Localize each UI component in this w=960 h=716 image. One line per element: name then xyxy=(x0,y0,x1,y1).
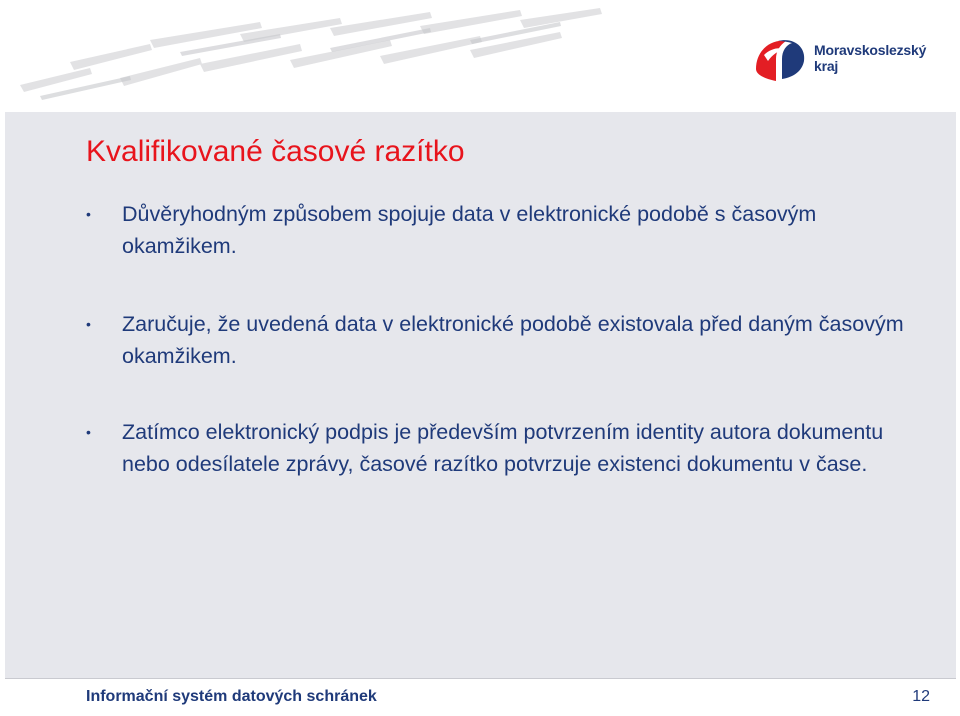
bullet-item xyxy=(86,198,916,262)
bullet-item xyxy=(86,308,916,372)
slide-title: Kvalifikované časové razítko xyxy=(86,135,465,168)
footer-title: Informační systém datových schránek xyxy=(86,688,377,705)
region-emblem-icon xyxy=(750,29,808,87)
footer-divider xyxy=(5,678,956,679)
moravskoslezsky-kraj-logo xyxy=(750,28,940,88)
page-number: 12 xyxy=(912,688,930,705)
logo-line-2: kraj xyxy=(814,58,839,74)
bullet-list xyxy=(86,198,916,480)
bullet-icon: • xyxy=(86,206,91,222)
bullet-icon: • xyxy=(86,424,91,440)
bullet-icon: • xyxy=(86,316,91,332)
header-decoration xyxy=(0,0,700,110)
bullet-text: Zaručuje, že uvedená data v elektronické podobě existovala před daným časovým okamžikem. xyxy=(122,312,904,368)
bullet-item xyxy=(86,416,916,480)
logo-wordmark xyxy=(814,42,926,74)
bullet-text: Zatímco elektronický podpis je především potvrzením identity autora dokumentu nebo odesílatele zprávy, časové razítko potvrzuje existenci dokumentu v čase. xyxy=(122,420,884,476)
bullet-text: Důvěryhodným způsobem spojuje data v elektronické podobě s časovým okamžikem. xyxy=(122,202,817,258)
logo-line-1: Moravskoslezský xyxy=(814,42,927,58)
